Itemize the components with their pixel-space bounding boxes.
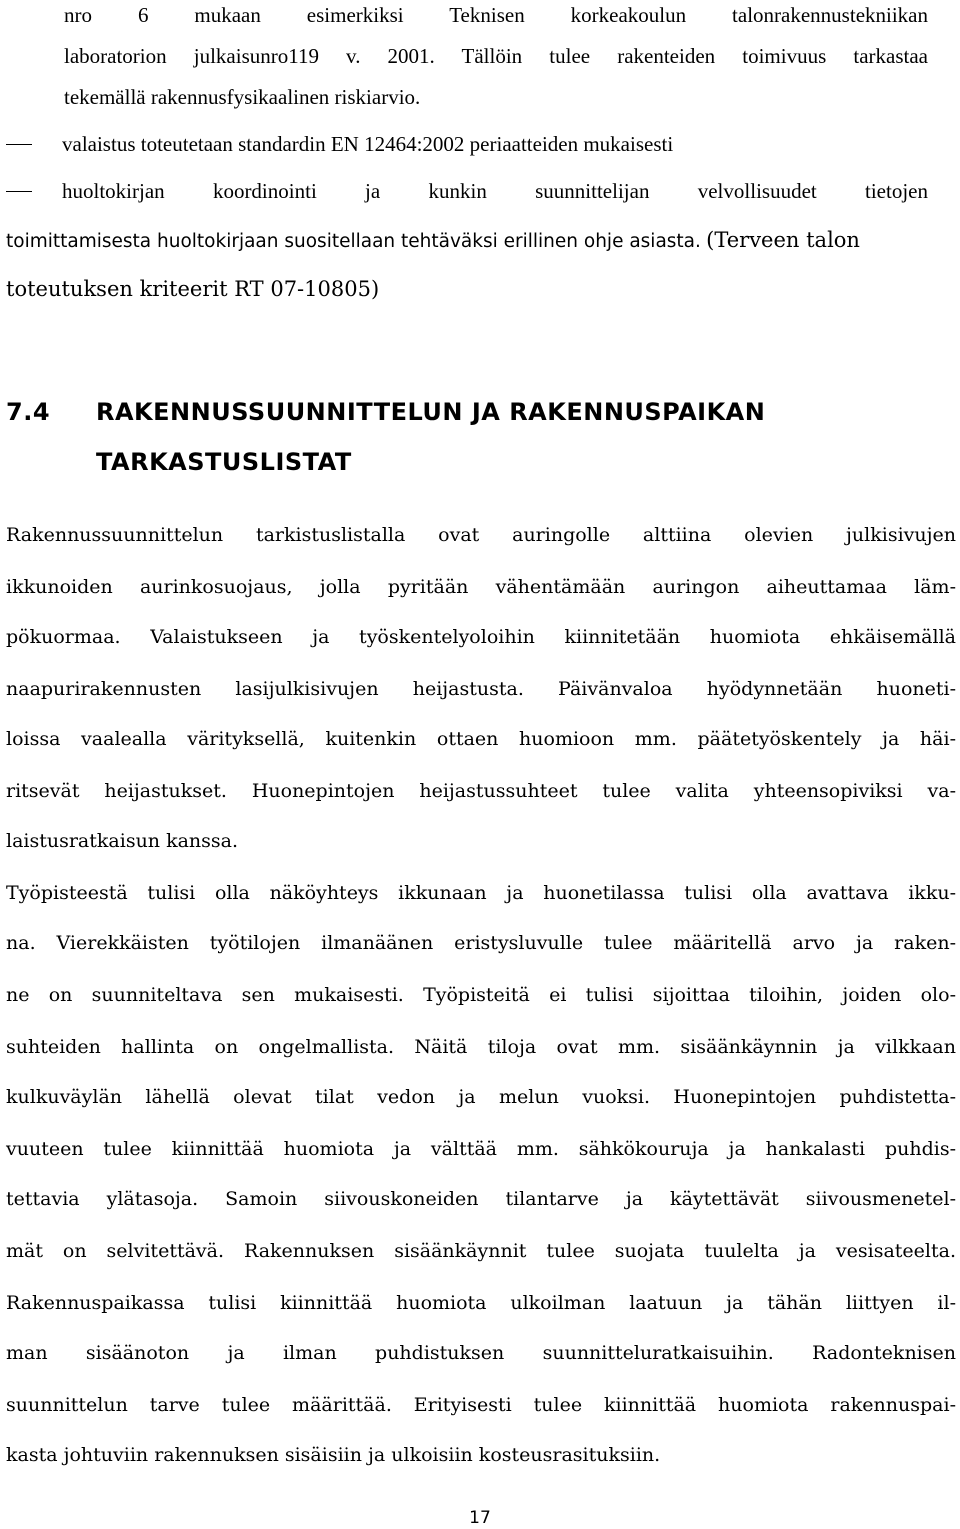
paragraph-line: tettavia ylätasoja. Samoin siivouskoneiden tilantarve ja käytettävät siivousmenetel-	[6, 1188, 956, 1210]
paragraph-line: suhteiden hallinta on ongelmallista. Näitä tiloja ovat mm. sisäänkäynnin ja vilkkaan	[6, 1036, 956, 1058]
text-line: toteutuksen kriteerit RT 07-10805)	[6, 277, 380, 301]
text-line: nro 6 mukaan esimerkiksi Teknisen korkeakoulun talonrakennustekniikan	[64, 3, 928, 27]
paragraph-line: ikkunoiden aurinkosuojaus, jolla pyritään vähentämään auringon aiheuttamaa läm-	[6, 576, 956, 598]
paragraph-line: vuuteen tulee kiinnittää huomiota ja välttää mm. sähkökouruja ja hankalasti puhdis-	[6, 1138, 956, 1160]
list-item-text: valaistus toteutetaan standardin EN 12464:2002 periaatteiden mukaisesti	[62, 132, 674, 156]
section-title: RAKENNUSSUUNNITTELUN JA RAKENNUSPAIKAN	[96, 398, 766, 426]
paragraph-line: Rakennussuunnittelun tarkistuslistalla ovat auringolle alttiina olevien julkisivujen	[6, 524, 956, 546]
text-span: toimittamisesta huoltokirjaan suositellaan tehtäväksi erillinen ohje asiasta.	[6, 231, 701, 252]
paragraph-line: Työpisteestä tulisi olla näköyhteys ikkunaan ja huonetilassa tulisi olla avattava ikku-	[6, 882, 956, 904]
paragraph-line: ne on suunniteltava sen mukaisesti. Työpisteitä ei tulisi sijoittaa tiloihin, joiden olo-	[6, 984, 956, 1006]
paragraph-line: laistusratkaisun kanssa.	[6, 830, 239, 852]
list-item	[6, 131, 956, 157]
text-line: laboratorion julkaisunro119 v. 2001. Tällöin tulee rakenteiden toimivuus tarkastaa	[64, 44, 928, 68]
paragraph-line: mät on selvitettävä. Rakennuksen sisäänkäynnit tulee suojata tuulelta ja vesisateelta.	[6, 1240, 956, 1262]
paragraph-line: kasta johtuviin rakennuksen sisäisiin ja ulkoisiin kosteusrasituksiin.	[6, 1444, 661, 1466]
text-span: (Terveen talon	[706, 228, 860, 252]
paragraph-line: kulkuväylän lähellä olevat tilat vedon ja melun vuoksi. Huonepintojen puhdistetta-	[6, 1086, 956, 1108]
list-item-text: huoltokirjan koordinointi ja kunkin suunnittelijan velvollisuudet tietojen	[62, 179, 928, 203]
paragraph-line: pökuormaa. Valaistukseen ja työskentelyoloihin kiinnitetään huomiota ehkäisemällä	[6, 626, 956, 648]
paragraph-line: na. Vierekkäisten työtilojen ilmanäänen eristysluvulle tulee määritellä arvo ja raken-	[6, 932, 956, 954]
text-line	[6, 227, 956, 255]
paragraph-line: naapurirakennusten lasijulkisivujen heijastusta. Päivänvaloa hyödynnetään huoneti-	[6, 678, 956, 700]
dash-bullet-icon	[6, 144, 32, 145]
paragraph-line: Rakennuspaikassa tulisi kiinnittää huomiota ulkoilman laatuun ja tähän liittyen il-	[6, 1292, 956, 1314]
dash-bullet-icon	[6, 191, 32, 192]
text-line: tekemällä rakennusfysikaalinen riskiarvio.	[64, 85, 421, 109]
paragraph-line: suunnittelun tarve tulee määrittää. Erityisesti tulee kiinnittää huomiota rakennuspai-	[6, 1394, 956, 1416]
section-title: TARKASTUSLISTAT	[96, 448, 352, 476]
paragraph-line: ritsevät heijastukset. Huonepintojen heijastussuhteet tulee valita yhteensopiviksi va-	[6, 780, 956, 802]
paragraph-line: loissa vaalealla värityksellä, kuitenkin ottaen huomioon mm. päätetyöskentely ja häi-	[6, 728, 956, 750]
paragraph-line: man sisäänoton ja ilman puhdistuksen suunnitteluratkaisuihin. Radonteknisen	[6, 1342, 956, 1364]
page-number: 17	[469, 1508, 491, 1528]
section-number: 7.4	[6, 398, 51, 426]
list-item	[6, 178, 928, 204]
